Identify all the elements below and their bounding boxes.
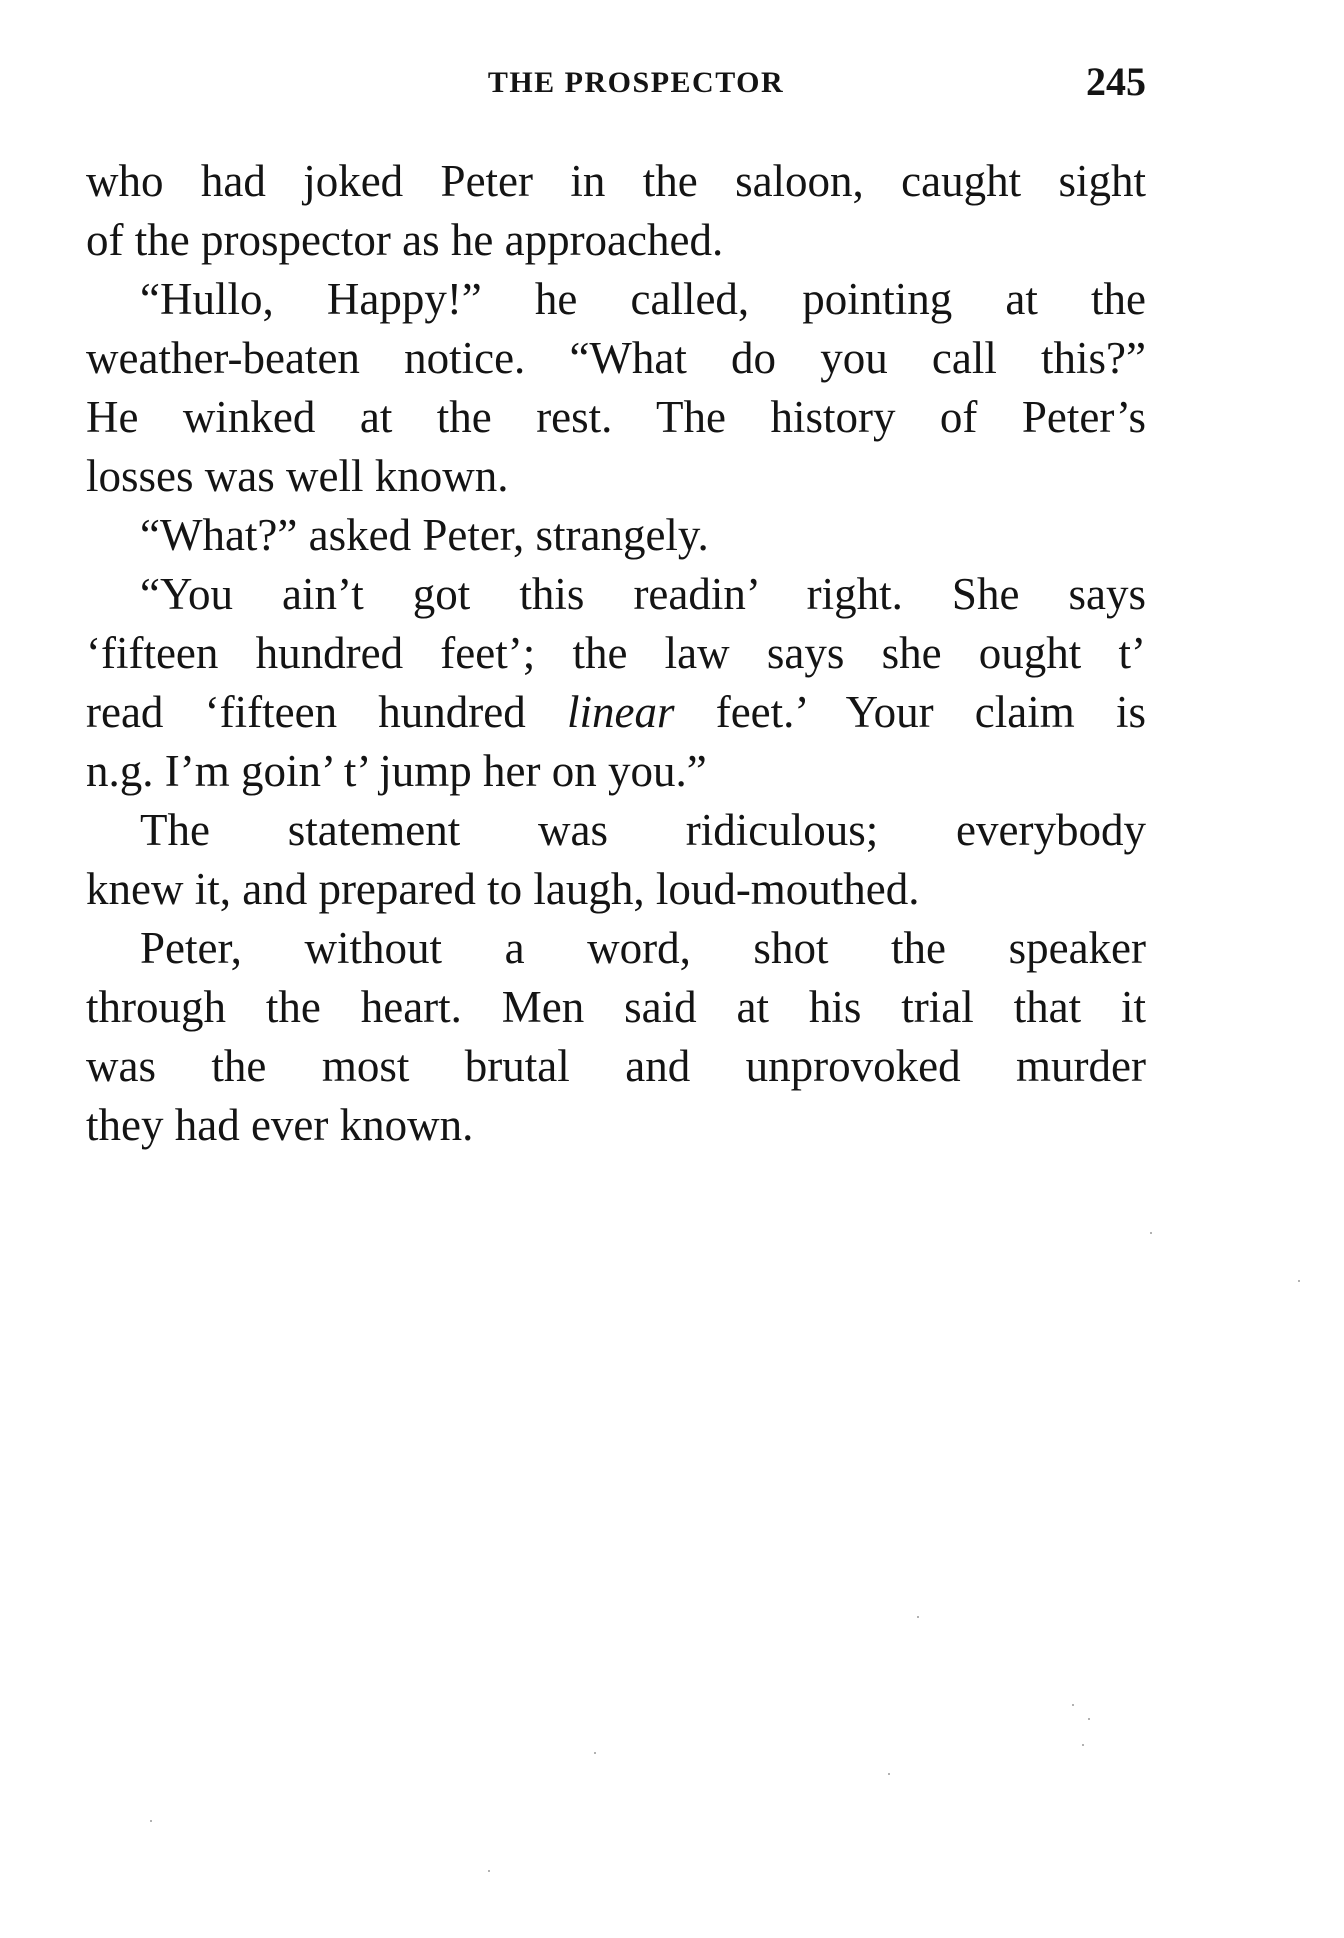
text-line: Peter, without a word, shot the speaker (140, 923, 1146, 973)
text-line: was the most brutal and unprovoked murder (86, 1041, 1146, 1091)
text-line: He winked at the rest. The history of Peter’s (86, 392, 1146, 442)
text-line: The statement was ridiculous; everybody (140, 805, 1146, 855)
text-line: who had joked Peter in the saloon, caught sight (86, 156, 1146, 206)
text-line: weather-beaten notice. “What do you call this?” (86, 333, 1146, 383)
paper-speck (1088, 1718, 1090, 1720)
running-head (86, 58, 1146, 108)
text-line: they had ever known. (86, 1100, 474, 1150)
paper-speck (1298, 1280, 1300, 1282)
paper-speck (488, 1870, 490, 1872)
paper-speck (917, 1616, 919, 1618)
text-line: “You ain’t got this readin’ right. She says (140, 569, 1146, 619)
page-number: 245 (1086, 59, 1146, 104)
text-segment: feet.’ Your claim is (674, 687, 1146, 737)
running-title: THE PROSPECTOR (487, 66, 785, 99)
text-line: losses was well known. (86, 451, 509, 501)
text-line: ‘fifteen hundred feet’; the law says she ought t’ (86, 628, 1146, 678)
text-line: n.g. I’m goin’ t’ jump her on you.” (86, 746, 707, 796)
italic-word: linear (566, 687, 675, 737)
text-segment: read ‘fifteen hundred (86, 687, 567, 737)
text-line: knew it, and prepared to laugh, loud-mouthed. (86, 864, 920, 914)
text-line: “What?” asked Peter, strangely. (140, 510, 709, 560)
paper-speck (888, 1773, 890, 1775)
paper-speck (594, 1752, 596, 1754)
paper-speck (150, 1820, 152, 1822)
paper-speck (1072, 1704, 1074, 1706)
text-line: “Hullo, Happy!” he called, pointing at the (140, 274, 1146, 324)
paper-speck (1082, 1744, 1084, 1746)
text-line: through the heart. Men said at his trial that it (86, 982, 1146, 1032)
text-line (86, 683, 1146, 742)
text-line: of the prospector as he approached. (86, 215, 724, 265)
paper-speck (1150, 1232, 1152, 1234)
body-text (86, 152, 1146, 1155)
